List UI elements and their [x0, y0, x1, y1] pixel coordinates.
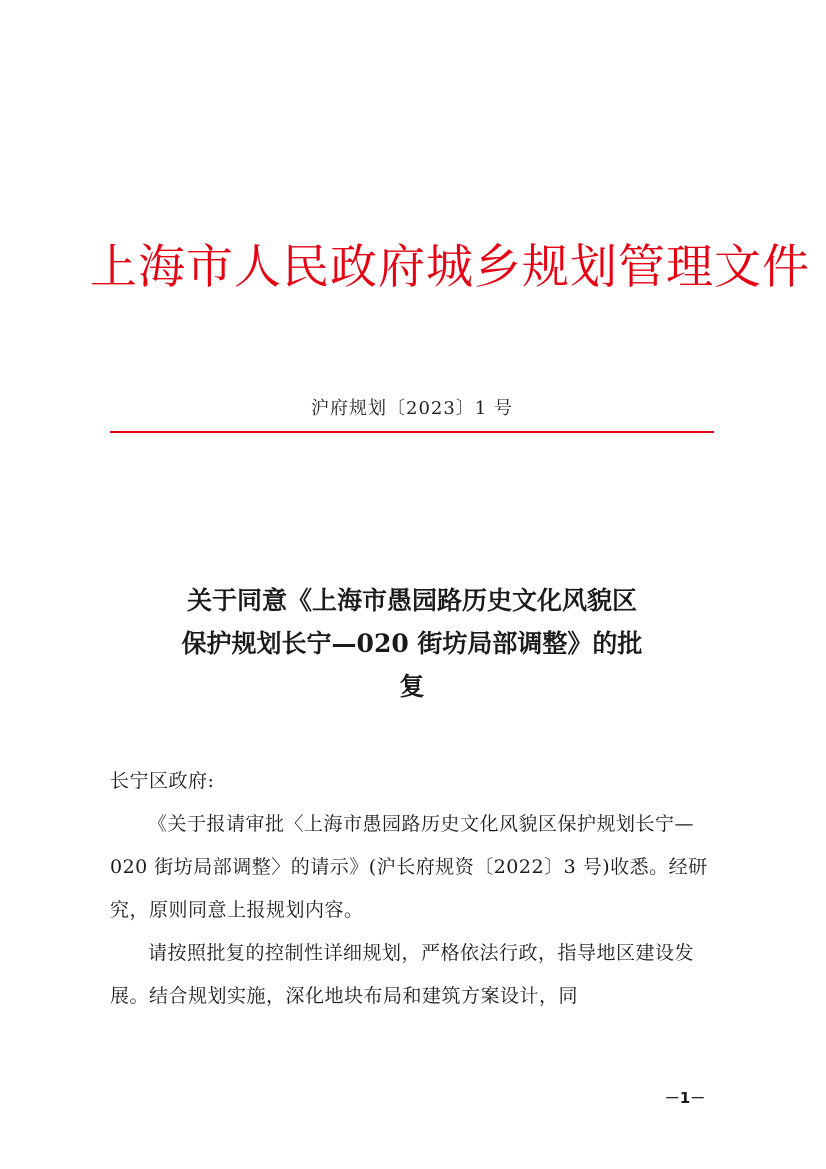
page-number: －1－ — [664, 1089, 706, 1107]
title-line-1: 关于同意《上海市愚园路历史文化风貌区 — [186, 586, 637, 615]
document-title — [110, 579, 714, 708]
body-paragraph-2: 请按照批复的控制性详细规划，严格依法行政，指导地区建设发展。结合规划实施，深化地块布局和建筑方案设计，同 — [110, 942, 695, 1007]
title-line-3: 复 — [399, 672, 425, 701]
body-paragraph-1: 《关于报请审批〈上海市愚园路历史文化风貌区保护规划长宁—020 街坊局部调整〉的请示》(沪长府规资〔2022〕3 号)收悉。经研究，原则同意上报规划内容。 — [110, 813, 708, 921]
salutation: 长宁区政府: — [110, 770, 215, 792]
title-line-2: 保护规划长宁—020 街坊局部调整》的批 — [181, 629, 643, 658]
red-divider-line — [110, 431, 714, 433]
masthead-title: 上海市人民政府城乡规划管理文件 — [90, 240, 810, 295]
document-number: 沪府规划〔2023〕1 号 — [311, 398, 513, 419]
document-body — [110, 760, 714, 1018]
